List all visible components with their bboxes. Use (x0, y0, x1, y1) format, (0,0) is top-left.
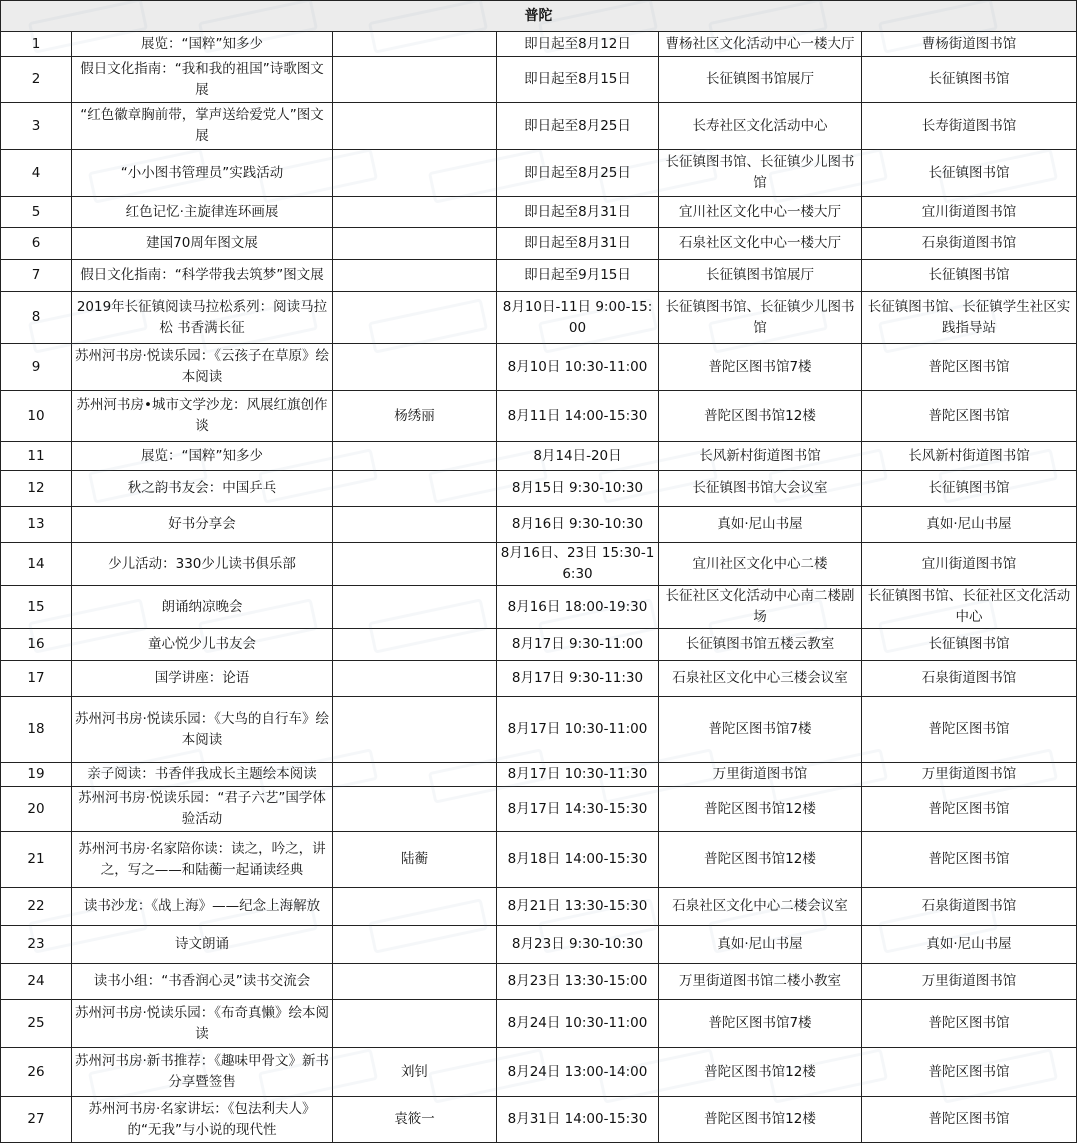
table-row (1, 391, 1077, 442)
organizer-cell: 长征镇图书馆 (862, 57, 1077, 103)
event-time-cell: 8月16日、23日 15:30-16:30 (497, 543, 659, 586)
venue-cell: 普陀区图书馆12楼 (659, 1048, 862, 1097)
row-number-cell: 27 (1, 1097, 72, 1143)
speaker-cell (333, 661, 497, 697)
speaker-cell (333, 543, 497, 586)
speaker-cell (333, 763, 497, 787)
table-body (1, 1, 1077, 1143)
event-time-cell: 8月17日 9:30-11:30 (497, 661, 659, 697)
table-row (1, 442, 1077, 471)
event-title-cell: 2019年长征镇阅读马拉松系列：阅读马拉松 书香满长征 (72, 292, 333, 344)
organizer-cell: 普陀区图书馆 (862, 1048, 1077, 1097)
event-time-cell: 8月16日 9:30-10:30 (497, 507, 659, 543)
event-time-cell: 8月24日 10:30-11:00 (497, 1000, 659, 1048)
row-number-cell: 3 (1, 103, 72, 150)
row-number-cell: 9 (1, 344, 72, 391)
speaker-cell (333, 964, 497, 1000)
organizer-cell: 普陀区图书馆 (862, 1000, 1077, 1048)
event-title-cell: 假日文化指南：“科学带我去筑梦”图文展 (72, 260, 333, 292)
speaker-cell (333, 471, 497, 507)
organizer-cell: 万里街道图书馆 (862, 763, 1077, 787)
speaker-cell (333, 1000, 497, 1048)
row-number-cell: 10 (1, 391, 72, 442)
table-row (1, 57, 1077, 103)
event-time-cell: 8月10日-11日 9:00-15:00 (497, 292, 659, 344)
event-title-cell: 红色记忆·主旋律连环画展 (72, 197, 333, 228)
speaker-cell (333, 103, 497, 150)
organizer-cell: 长征镇图书馆 (862, 260, 1077, 292)
event-time-cell: 8月11日 14:00-15:30 (497, 391, 659, 442)
speaker-cell: 杨绣丽 (333, 391, 497, 442)
row-number-cell: 12 (1, 471, 72, 507)
district-header-row (1, 1, 1077, 32)
event-time-cell: 8月18日 14:00-15:30 (497, 832, 659, 888)
row-number-cell: 25 (1, 1000, 72, 1048)
row-number-cell: 7 (1, 260, 72, 292)
row-number-cell: 17 (1, 661, 72, 697)
table-row (1, 763, 1077, 787)
table-row (1, 507, 1077, 543)
venue-cell: 宜川社区文化中心一楼大厅 (659, 197, 862, 228)
table-row (1, 197, 1077, 228)
table-row (1, 586, 1077, 629)
event-title-cell: 好书分享会 (72, 507, 333, 543)
organizer-cell: 长征镇图书馆 (862, 150, 1077, 197)
venue-cell: 万里街道图书馆 (659, 763, 862, 787)
row-number-cell: 5 (1, 197, 72, 228)
organizer-cell: 普陀区图书馆 (862, 344, 1077, 391)
venue-cell: 曹杨社区文化活动中心一楼大厅 (659, 32, 862, 57)
event-title-cell: 苏州河书房·悦读乐园：《布奇真懒》绘本阅读 (72, 1000, 333, 1048)
venue-cell: 石泉社区文化中心一楼大厅 (659, 228, 862, 260)
table-row (1, 344, 1077, 391)
table-row (1, 964, 1077, 1000)
venue-cell: 真如·尼山书屋 (659, 926, 862, 964)
event-time-cell: 即日起至8月31日 (497, 228, 659, 260)
event-time-cell: 8月24日 13:00-14:00 (497, 1048, 659, 1097)
speaker-cell (333, 150, 497, 197)
district-name: 普陀 (1, 1, 1077, 32)
table-row (1, 471, 1077, 507)
organizer-cell: 长征镇图书馆、长征社区文化活动中心 (862, 586, 1077, 629)
event-title-cell: 国学讲座：论语 (72, 661, 333, 697)
event-time-cell: 8月16日 18:00-19:30 (497, 586, 659, 629)
organizer-cell: 长征镇图书馆 (862, 629, 1077, 661)
table-row (1, 1000, 1077, 1048)
row-number-cell: 20 (1, 787, 72, 832)
event-title-cell: 展览：“国粹”知多少 (72, 32, 333, 57)
event-title-cell: 读书沙龙：《战上海》——纪念上海解放 (72, 888, 333, 926)
venue-cell: 长征镇图书馆展厅 (659, 260, 862, 292)
event-time-cell: 即日起至8月25日 (497, 103, 659, 150)
speaker-cell (333, 228, 497, 260)
speaker-cell (333, 787, 497, 832)
organizer-cell: 长征镇图书馆、长征镇学生社区实践指导站 (862, 292, 1077, 344)
row-number-cell: 13 (1, 507, 72, 543)
event-title-cell: 诗文朗诵 (72, 926, 333, 964)
venue-cell: 宜川社区文化中心二楼 (659, 543, 862, 586)
organizer-cell: 普陀区图书馆 (862, 391, 1077, 442)
table-row (1, 228, 1077, 260)
organizer-cell: 真如·尼山书屋 (862, 926, 1077, 964)
organizer-cell: 普陀区图书馆 (862, 832, 1077, 888)
table-row (1, 787, 1077, 832)
speaker-cell (333, 926, 497, 964)
row-number-cell: 21 (1, 832, 72, 888)
speaker-cell (333, 629, 497, 661)
event-title-cell: 少儿活动：330少儿读书俱乐部 (72, 543, 333, 586)
organizer-cell: 真如·尼山书屋 (862, 507, 1077, 543)
event-time-cell: 8月17日 10:30-11:30 (497, 763, 659, 787)
event-title-cell: 苏州河书房·名家陪你读：读之，吟之，讲之，写之——和陆蘅一起诵读经典 (72, 832, 333, 888)
event-title-cell: 童心悦少儿书友会 (72, 629, 333, 661)
row-number-cell: 6 (1, 228, 72, 260)
speaker-cell (333, 32, 497, 57)
event-title-cell: “红色徽章胸前带，掌声送给爱党人”图文展 (72, 103, 333, 150)
row-number-cell: 2 (1, 57, 72, 103)
speaker-cell (333, 344, 497, 391)
organizer-cell: 石泉街道图书馆 (862, 888, 1077, 926)
venue-cell: 长征社区文化活动中心南二楼剧场 (659, 586, 862, 629)
event-title-cell: 苏州河书房·悦读乐园：《云孩子在草原》绘本阅读 (72, 344, 333, 391)
event-time-cell: 即日起至8月31日 (497, 197, 659, 228)
venue-cell: 长征镇图书馆、长征镇少儿图书馆 (659, 292, 862, 344)
row-number-cell: 1 (1, 32, 72, 57)
row-number-cell: 24 (1, 964, 72, 1000)
event-title-cell: 读书小组：“书香润心灵”读书交流会 (72, 964, 333, 1000)
event-title-cell: 建国70周年图文展 (72, 228, 333, 260)
organizer-cell: 石泉街道图书馆 (862, 228, 1077, 260)
speaker-cell: 袁筱一 (333, 1097, 497, 1143)
event-title-cell: 朗诵纳凉晚会 (72, 586, 333, 629)
speaker-cell (333, 697, 497, 763)
speaker-cell (333, 197, 497, 228)
venue-cell: 普陀区图书馆7楼 (659, 697, 862, 763)
event-time-cell: 8月10日 10:30-11:00 (497, 344, 659, 391)
event-title-cell: 苏州河书房·名家讲坛：《包法利夫人》的“无我”与小说的现代性 (72, 1097, 333, 1143)
row-number-cell: 23 (1, 926, 72, 964)
event-time-cell: 即日起至8月15日 (497, 57, 659, 103)
table-row (1, 150, 1077, 197)
venue-cell: 普陀区图书馆12楼 (659, 787, 862, 832)
table-row (1, 888, 1077, 926)
table-row (1, 292, 1077, 344)
row-number-cell: 8 (1, 292, 72, 344)
table-row (1, 661, 1077, 697)
speaker-cell (333, 260, 497, 292)
table-row (1, 629, 1077, 661)
event-title-cell: 苏州河书房·悦读乐园：“君子六艺”国学体验活动 (72, 787, 333, 832)
row-number-cell: 14 (1, 543, 72, 586)
event-time-cell: 即日起至8月12日 (497, 32, 659, 57)
venue-cell: 石泉社区文化中心二楼会议室 (659, 888, 862, 926)
event-title-cell: 苏州河书房·悦读乐园：《大鸟的自行车》绘本阅读 (72, 697, 333, 763)
organizer-cell: 宜川街道图书馆 (862, 543, 1077, 586)
speaker-cell (333, 507, 497, 543)
event-title-cell: 假日文化指南：“我和我的祖国”诗歌图文展 (72, 57, 333, 103)
organizer-cell: 长风新村街道图书馆 (862, 442, 1077, 471)
event-time-cell: 8月21日 13:30-15:30 (497, 888, 659, 926)
venue-cell: 普陀区图书馆12楼 (659, 391, 862, 442)
event-time-cell: 8月14日-20日 (497, 442, 659, 471)
venue-cell: 长风新村街道图书馆 (659, 442, 862, 471)
organizer-cell: 普陀区图书馆 (862, 787, 1077, 832)
table-row (1, 1097, 1077, 1143)
event-time-cell: 8月23日 9:30-10:30 (497, 926, 659, 964)
table-row (1, 697, 1077, 763)
event-time-cell: 即日起至9月15日 (497, 260, 659, 292)
organizer-cell: 曹杨街道图书馆 (862, 32, 1077, 57)
row-number-cell: 11 (1, 442, 72, 471)
row-number-cell: 22 (1, 888, 72, 926)
event-title-cell: 秋之韵书友会：中国乒乓 (72, 471, 333, 507)
speaker-cell (333, 888, 497, 926)
table-row (1, 260, 1077, 292)
venue-cell: 长寿社区文化活动中心 (659, 103, 862, 150)
event-title-cell: 亲子阅读：书香伴我成长主题绘本阅读 (72, 763, 333, 787)
row-number-cell: 4 (1, 150, 72, 197)
speaker-cell (333, 292, 497, 344)
event-title-cell: 苏州河书房•城市文学沙龙：风展红旗创作谈 (72, 391, 333, 442)
organizer-cell: 万里街道图书馆 (862, 964, 1077, 1000)
venue-cell: 万里街道图书馆二楼小教室 (659, 964, 862, 1000)
venue-cell: 长征镇图书馆大会议室 (659, 471, 862, 507)
event-time-cell: 8月23日 13:30-15:00 (497, 964, 659, 1000)
table-row (1, 926, 1077, 964)
venue-cell: 长征镇图书馆展厅 (659, 57, 862, 103)
table-row (1, 832, 1077, 888)
table-row (1, 543, 1077, 586)
venue-cell: 石泉社区文化中心三楼会议室 (659, 661, 862, 697)
organizer-cell: 普陀区图书馆 (862, 1097, 1077, 1143)
speaker-cell (333, 442, 497, 471)
organizer-cell: 长征镇图书馆 (862, 471, 1077, 507)
event-title-cell: 苏州河书房·新书推荐：《趣味甲骨文》新书分享暨签售 (72, 1048, 333, 1097)
row-number-cell: 26 (1, 1048, 72, 1097)
venue-cell: 长征镇图书馆五楼云教室 (659, 629, 862, 661)
organizer-cell: 普陀区图书馆 (862, 697, 1077, 763)
event-title-cell: 展览：“国粹”知多少 (72, 442, 333, 471)
event-time-cell: 8月31日 14:00-15:30 (497, 1097, 659, 1143)
speaker-cell (333, 586, 497, 629)
event-time-cell: 8月17日 9:30-11:00 (497, 629, 659, 661)
row-number-cell: 18 (1, 697, 72, 763)
table-row (1, 1048, 1077, 1097)
speaker-cell (333, 57, 497, 103)
table-row (1, 32, 1077, 57)
organizer-cell: 宜川街道图书馆 (862, 197, 1077, 228)
event-time-cell: 即日起至8月25日 (497, 150, 659, 197)
event-time-cell: 8月17日 14:30-15:30 (497, 787, 659, 832)
venue-cell: 普陀区图书馆12楼 (659, 1097, 862, 1143)
speaker-cell: 刘钊 (333, 1048, 497, 1097)
organizer-cell: 长寿街道图书馆 (862, 103, 1077, 150)
venue-cell: 普陀区图书馆7楼 (659, 1000, 862, 1048)
venue-cell: 真如·尼山书屋 (659, 507, 862, 543)
venue-cell: 长征镇图书馆、长征镇少儿图书馆 (659, 150, 862, 197)
event-time-cell: 8月15日 9:30-10:30 (497, 471, 659, 507)
venue-cell: 普陀区图书馆12楼 (659, 832, 862, 888)
row-number-cell: 15 (1, 586, 72, 629)
row-number-cell: 16 (1, 629, 72, 661)
organizer-cell: 石泉街道图书馆 (862, 661, 1077, 697)
table-row (1, 103, 1077, 150)
event-time-cell: 8月17日 10:30-11:00 (497, 697, 659, 763)
event-title-cell: “小小图书管理员”实践活动 (72, 150, 333, 197)
speaker-cell: 陆蘅 (333, 832, 497, 888)
venue-cell: 普陀区图书馆7楼 (659, 344, 862, 391)
row-number-cell: 19 (1, 763, 72, 787)
